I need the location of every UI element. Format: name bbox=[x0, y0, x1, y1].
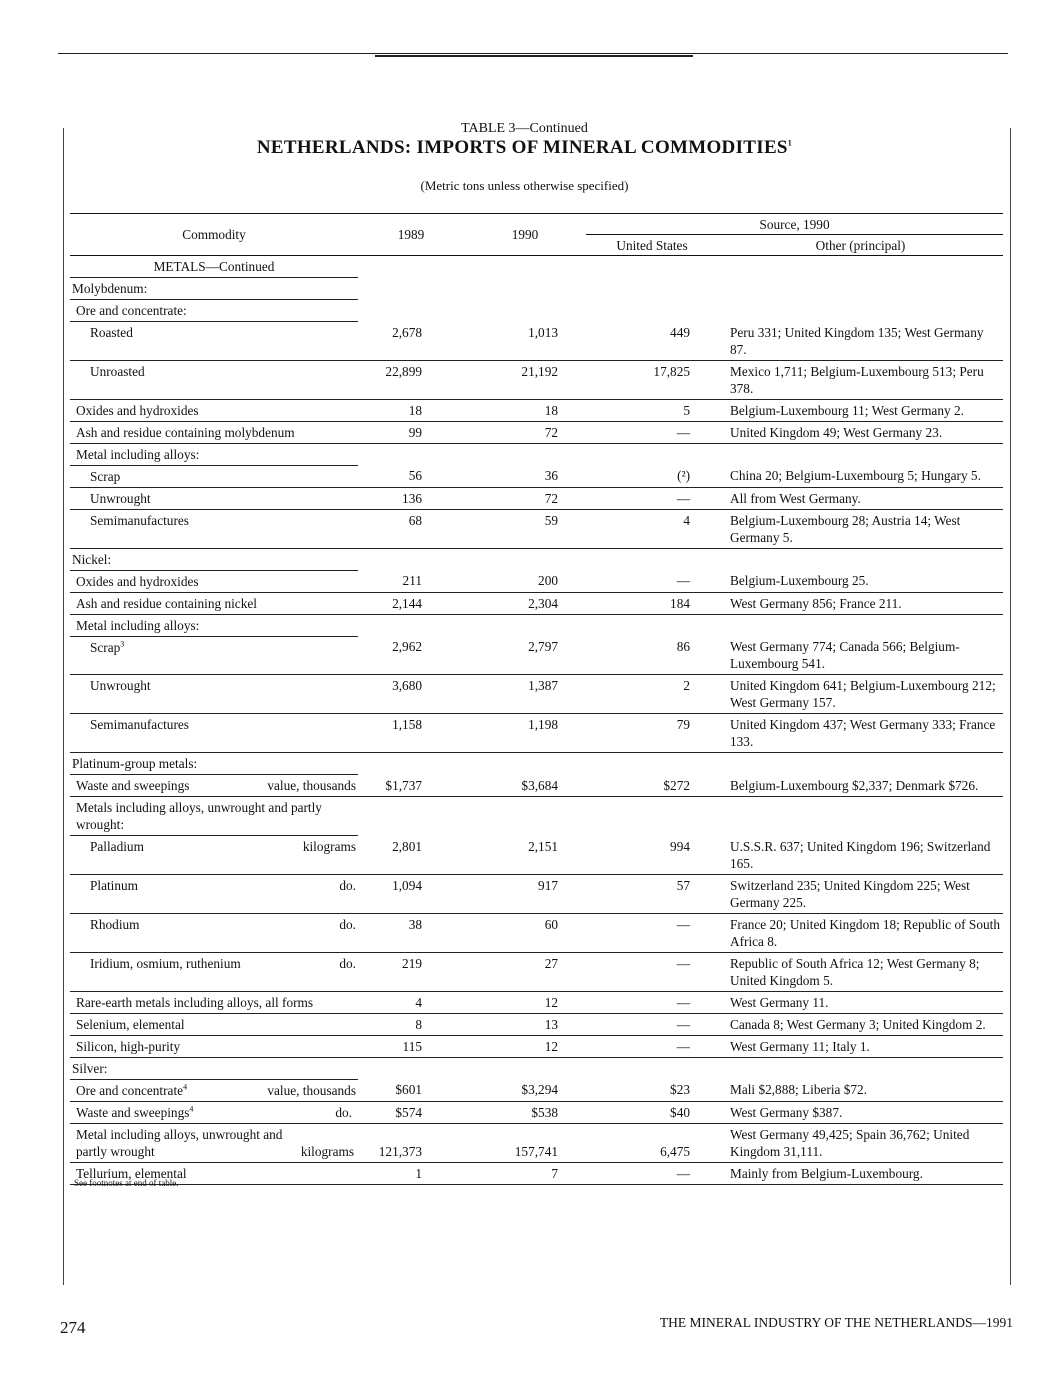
footnote-mark: 4 bbox=[189, 1104, 194, 1114]
row-label-text: Platinum bbox=[90, 877, 139, 893]
cell-us: $272 bbox=[586, 775, 718, 797]
cell-us: 5 bbox=[586, 399, 718, 421]
cell-1989: $1,737 bbox=[358, 775, 464, 797]
row-label bbox=[70, 775, 358, 797]
cell-other: United Kingdom 641; Belgium-Luxembourg 212; West Germany 157. bbox=[718, 675, 1003, 714]
cell-1990: 2,304 bbox=[464, 592, 586, 614]
row-unit: kilograms bbox=[302, 839, 356, 854]
table-row bbox=[70, 1013, 1003, 1035]
cell-us: — bbox=[586, 991, 718, 1013]
cell-other: Peru 331; United Kingdom 135; West Germany 87. bbox=[718, 322, 1003, 361]
table-row bbox=[70, 278, 1003, 300]
cell-us: — bbox=[586, 1013, 718, 1035]
cell-us: — bbox=[586, 1162, 718, 1184]
header-1989: 1989 bbox=[358, 214, 464, 256]
footnote-mark: 4 bbox=[183, 1082, 188, 1092]
row-label: Roasted bbox=[70, 322, 358, 361]
cell-1990: 72 bbox=[464, 487, 586, 509]
row-unit: do. bbox=[339, 955, 356, 971]
cell-other: U.S.S.R. 637; United Kingdom 196; Switzerland 165. bbox=[718, 836, 1003, 875]
cell-1989: 1 bbox=[358, 1162, 464, 1184]
running-title: THE MINERAL INDUSTRY OF THE NETHERLANDS—1991 bbox=[659, 1315, 1013, 1330]
cell-us: 6,475 bbox=[586, 1123, 718, 1162]
row-label: Nickel: bbox=[70, 548, 358, 570]
cell-other: West Germany 856; France 211. bbox=[718, 592, 1003, 614]
row-label: Semimanufactures bbox=[70, 509, 358, 548]
cell-1989: 219 bbox=[358, 952, 464, 991]
cell-1989: 136 bbox=[358, 487, 464, 509]
cell-1989: 2,962 bbox=[358, 636, 464, 675]
cell-us: $40 bbox=[586, 1101, 718, 1123]
table-header bbox=[70, 214, 1003, 256]
row-label: Selenium, elemental bbox=[70, 1013, 358, 1035]
cell-us: 17,825 bbox=[586, 360, 718, 399]
row-label-text: Ore and concentrate bbox=[76, 1082, 184, 1098]
row-label: Scrap bbox=[70, 465, 358, 487]
table-row bbox=[70, 570, 1003, 592]
row-label-text: Iridium, osmium, ruthenium bbox=[90, 955, 241, 971]
cell-1990: 59 bbox=[464, 509, 586, 548]
imports-table bbox=[70, 213, 1003, 1185]
cell-us: — bbox=[586, 487, 718, 509]
header-1990: 1990 bbox=[464, 214, 586, 256]
cell-1990: 60 bbox=[464, 913, 586, 952]
cell-other: China 20; Belgium-Luxembourg 5; Hungary 5. bbox=[718, 465, 1003, 487]
cell-us: — bbox=[586, 952, 718, 991]
table-row bbox=[70, 636, 1003, 675]
table-row bbox=[70, 952, 1003, 991]
row-unit: value, thousands bbox=[267, 1082, 356, 1098]
row-unit: do. bbox=[335, 1104, 352, 1120]
row-label bbox=[70, 836, 358, 875]
row-label-text: Waste and sweepings bbox=[76, 1104, 190, 1120]
row-unit: kilograms bbox=[300, 1143, 354, 1159]
table-subtitle: (Metric tons unless otherwise specified) bbox=[420, 178, 629, 193]
table-row bbox=[70, 797, 1003, 836]
row-label: Rare-earth metals including alloys, all forms bbox=[70, 991, 358, 1013]
cell-1989: 115 bbox=[358, 1035, 464, 1057]
cell-1989: 38 bbox=[358, 913, 464, 952]
table-row bbox=[70, 399, 1003, 421]
cell-1990: 21,192 bbox=[464, 360, 586, 399]
table-footnote: See footnotes at end of table. bbox=[74, 1178, 179, 1188]
header-other: Other (principal) bbox=[718, 235, 1003, 256]
cell-1990: 157,741 bbox=[464, 1123, 586, 1162]
cell-1989: 68 bbox=[358, 509, 464, 548]
right-margin-rule bbox=[1010, 128, 1011, 1285]
cell-1989: 121,373 bbox=[358, 1123, 464, 1162]
row-label: Metals including alloys, unwrought and partly wrought: bbox=[70, 797, 358, 836]
row-label: Oxides and hydroxides bbox=[70, 570, 358, 592]
cell-1990: 13 bbox=[464, 1013, 586, 1035]
cell-1989: 4 bbox=[358, 991, 464, 1013]
cell-1990: 1,387 bbox=[464, 675, 586, 714]
top-rule-accent bbox=[375, 55, 693, 57]
cell-us: — bbox=[586, 1035, 718, 1057]
cell-1990: 917 bbox=[464, 874, 586, 913]
table-row bbox=[70, 548, 1003, 570]
table-title-text: NETHERLANDS: IMPORTS OF MINERAL COMMODITIES bbox=[256, 137, 788, 158]
cell-1989: 8 bbox=[358, 1013, 464, 1035]
row-label: Ore and concentrate: bbox=[70, 300, 358, 322]
cell-us: 184 bbox=[586, 592, 718, 614]
header-commodity: Commodity bbox=[70, 214, 358, 256]
cell-us: 994 bbox=[586, 836, 718, 875]
cell-other: Mainly from Belgium-Luxembourg. bbox=[718, 1162, 1003, 1184]
cell-other: United Kingdom 437; West Germany 333; France 133. bbox=[718, 714, 1003, 753]
row-label: Tellurium, elemental bbox=[70, 1162, 358, 1184]
cell-other: Belgium-Luxembourg 28; Austria 14; West Germany 5. bbox=[718, 509, 1003, 548]
row-label: Silver: bbox=[70, 1057, 358, 1079]
cell-other: West Germany 774; Canada 566; Belgium-Luxembourg 541. bbox=[718, 636, 1003, 675]
cell-1990: 36 bbox=[464, 465, 586, 487]
table-row bbox=[70, 1079, 1003, 1101]
table-row bbox=[70, 509, 1003, 548]
row-label-text: Rhodium bbox=[90, 916, 140, 932]
row-label: METALS—Continued bbox=[70, 256, 358, 278]
table-row bbox=[70, 465, 1003, 487]
cell-us: — bbox=[586, 913, 718, 952]
title-footnote-mark: 1 bbox=[787, 138, 793, 148]
row-label bbox=[70, 913, 358, 952]
cell-1990: 72 bbox=[464, 421, 586, 443]
row-label bbox=[70, 874, 358, 913]
table-row bbox=[70, 1035, 1003, 1057]
row-unit: value, thousands bbox=[267, 778, 356, 793]
row-label bbox=[70, 636, 358, 675]
cell-us: 86 bbox=[586, 636, 718, 675]
cell-us: — bbox=[586, 421, 718, 443]
cell-us: (²) bbox=[586, 465, 718, 487]
table-row bbox=[70, 991, 1003, 1013]
cell-1990: 1,013 bbox=[464, 322, 586, 361]
cell-us: 2 bbox=[586, 675, 718, 714]
table-row bbox=[70, 360, 1003, 399]
cell-1989: 3,680 bbox=[358, 675, 464, 714]
cell-1989: 1,094 bbox=[358, 874, 464, 913]
table-row bbox=[70, 1162, 1003, 1184]
row-label: Oxides and hydroxides bbox=[70, 399, 358, 421]
cell-us: 4 bbox=[586, 509, 718, 548]
row-label bbox=[70, 1079, 358, 1101]
row-unit: do. bbox=[339, 916, 356, 932]
cell-1989: 18 bbox=[358, 399, 464, 421]
cell-1990: 7 bbox=[464, 1162, 586, 1184]
cell-other: Belgium-Luxembourg 25. bbox=[718, 570, 1003, 592]
cell-other: All from West Germany. bbox=[718, 487, 1003, 509]
table-row bbox=[70, 300, 1003, 322]
table-row bbox=[70, 714, 1003, 753]
table-row bbox=[70, 1123, 1003, 1162]
cell-other: Canada 8; West Germany 3; United Kingdom 2. bbox=[718, 1013, 1003, 1035]
top-rule bbox=[58, 53, 1008, 54]
table-row bbox=[70, 256, 1003, 278]
cell-1989: 56 bbox=[358, 465, 464, 487]
table-row bbox=[70, 487, 1003, 509]
row-label: Unroasted bbox=[70, 360, 358, 399]
row-label-text: Waste and sweepings bbox=[76, 778, 190, 793]
cell-other: Mexico 1,711; Belgium-Luxembourg 513; Peru 378. bbox=[718, 360, 1003, 399]
cell-1990: 27 bbox=[464, 952, 586, 991]
cell-1989: 2,678 bbox=[358, 322, 464, 361]
row-label: Metal including alloys: bbox=[70, 614, 358, 636]
cell-1990: $3,684 bbox=[464, 775, 586, 797]
page-number: 274 bbox=[60, 1318, 86, 1337]
cell-1989: 2,144 bbox=[358, 592, 464, 614]
cell-1990: $3,294 bbox=[464, 1079, 586, 1101]
cell-other: West Germany $387. bbox=[718, 1101, 1003, 1123]
cell-1990: 1,198 bbox=[464, 714, 586, 753]
table-row bbox=[70, 775, 1003, 797]
row-unit: do. bbox=[339, 877, 356, 893]
table-row bbox=[70, 614, 1003, 636]
table-row bbox=[70, 322, 1003, 361]
cell-1990: 12 bbox=[464, 991, 586, 1013]
table-body bbox=[70, 256, 1003, 1185]
row-label-text: Palladium bbox=[90, 839, 144, 854]
cell-1990: 18 bbox=[464, 399, 586, 421]
cell-other: United Kingdom 49; West Germany 23. bbox=[718, 421, 1003, 443]
table-row bbox=[70, 421, 1003, 443]
row-label: Ash and residue containing molybdenum bbox=[70, 421, 358, 443]
row-label bbox=[70, 1123, 358, 1162]
row-label-text: Scrap bbox=[90, 639, 121, 655]
cell-other: West Germany 11. bbox=[718, 991, 1003, 1013]
row-label: Ash and residue containing nickel bbox=[70, 592, 358, 614]
row-label: Silicon, high-purity bbox=[70, 1035, 358, 1057]
cell-1990: 12 bbox=[464, 1035, 586, 1057]
cell-other: France 20; United Kingdom 18; Republic of South Africa 8. bbox=[718, 913, 1003, 952]
footnote-mark: 3 bbox=[120, 639, 125, 649]
header-united-states: United States bbox=[586, 235, 718, 256]
cell-us: 57 bbox=[586, 874, 718, 913]
table-row bbox=[70, 592, 1003, 614]
cell-other: West Germany 11; Italy 1. bbox=[718, 1035, 1003, 1057]
table-row bbox=[70, 675, 1003, 714]
cell-1990: 200 bbox=[464, 570, 586, 592]
table-row bbox=[70, 1101, 1003, 1123]
cell-1989: $601 bbox=[358, 1079, 464, 1101]
row-label bbox=[70, 952, 358, 991]
row-label: Unwrought bbox=[70, 675, 358, 714]
cell-1989: 99 bbox=[358, 421, 464, 443]
table-row bbox=[70, 913, 1003, 952]
cell-1989: 1,158 bbox=[358, 714, 464, 753]
cell-us: 79 bbox=[586, 714, 718, 753]
row-label: Unwrought bbox=[70, 487, 358, 509]
row-label bbox=[70, 1101, 358, 1123]
table-title bbox=[0, 137, 1049, 159]
cell-other: Republic of South Africa 12; West Germany 8; United Kingdom 5. bbox=[718, 952, 1003, 991]
table-row bbox=[70, 874, 1003, 913]
cell-1990: 2,797 bbox=[464, 636, 586, 675]
cell-us: $23 bbox=[586, 1079, 718, 1101]
row-label: Molybdenum: bbox=[70, 278, 358, 300]
cell-1990: $538 bbox=[464, 1101, 586, 1123]
cell-us: — bbox=[586, 570, 718, 592]
table-label: TABLE 3—Continued bbox=[461, 121, 588, 136]
row-label: Metal including alloys: bbox=[70, 443, 358, 465]
cell-us: 449 bbox=[586, 322, 718, 361]
cell-1989: 22,899 bbox=[358, 360, 464, 399]
table-row bbox=[70, 1057, 1003, 1079]
cell-other: Belgium-Luxembourg 11; West Germany 2. bbox=[718, 399, 1003, 421]
cell-1989: 211 bbox=[358, 570, 464, 592]
cell-other: West Germany 49,425; Spain 36,762; United Kingdom 31,111. bbox=[718, 1123, 1003, 1162]
cell-other: Mali $2,888; Liberia $72. bbox=[718, 1079, 1003, 1101]
header-source: Source, 1990 bbox=[586, 214, 1003, 235]
cell-1990: 2,151 bbox=[464, 836, 586, 875]
cell-1989: 2,801 bbox=[358, 836, 464, 875]
table-row bbox=[70, 836, 1003, 875]
table-row bbox=[70, 753, 1003, 775]
row-label-text: Metal including alloys, unwrought and partly wrought bbox=[76, 1126, 283, 1159]
cell-other: Switzerland 235; United Kingdom 225; West Germany 225. bbox=[718, 874, 1003, 913]
row-label: Semimanufactures bbox=[70, 714, 358, 753]
row-label: Platinum-group metals: bbox=[70, 753, 358, 775]
table-row bbox=[70, 443, 1003, 465]
left-margin-rule bbox=[63, 128, 64, 1285]
cell-other: Belgium-Luxembourg $2,337; Denmark $726. bbox=[718, 775, 1003, 797]
cell-1989: $574 bbox=[358, 1101, 464, 1123]
